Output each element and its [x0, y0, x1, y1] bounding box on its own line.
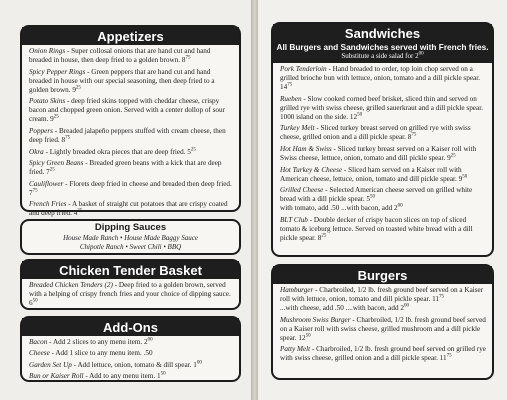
- burgers-list: [273, 284, 492, 364]
- chicken-tender-item: [29, 281, 233, 308]
- item-desc: - Sliced ham served on a Kaiser roll with American cheese, lettuce, onion, tomato and dill pickle spear. 9: [280, 165, 463, 183]
- item-name: Hamburger: [280, 286, 314, 294]
- item-name: Potato Skins: [29, 97, 66, 106]
- addon-item: [29, 349, 233, 358]
- item-price: 25: [49, 167, 55, 173]
- item-price: 25: [77, 208, 83, 214]
- item-desc: - Breaded green beans with a kick that are deep fried. 7: [29, 158, 222, 177]
- sandwiches-header: [273, 24, 492, 63]
- addons-list: [22, 336, 239, 382]
- item-name: Spicy Green Beans: [29, 158, 84, 167]
- item-desc: - Add 2 slices to any menu item. 2: [47, 338, 148, 346]
- chicken-tender-section: [20, 259, 241, 310]
- item-desc: - Florets deep fried in cheese and breaded then deep fried. 7: [29, 179, 232, 197]
- burgers-section: [271, 264, 494, 380]
- item-desc: - Super collosal onions that are hand cut and hand breaded in house, then deep fried to a golden brown. 8: [29, 47, 211, 65]
- appetizers-section: [20, 25, 241, 218]
- item-desc: - Sliced turkey breast served on a Kaiser roll with Swiss cheese, lettuce, onion, tomato and dill pickle spear. 9: [280, 144, 477, 163]
- item-extra: with tomato, add .50 ...with bacon, add 2: [280, 204, 398, 213]
- item-desc: - Add to any menu item. 1: [83, 372, 161, 381]
- item-price: 50: [32, 298, 38, 304]
- item-name: Cheese: [29, 349, 50, 358]
- appetizer-item: [29, 148, 233, 157]
- item-desc: - Add lettuce, onion, tomato & dill spear. 1: [71, 360, 197, 369]
- sandwich-item: [280, 186, 486, 213]
- item-price: 25: [321, 233, 327, 239]
- page-fold: [251, 0, 258, 400]
- item-price: 75: [439, 294, 445, 300]
- sandwich-item: [280, 95, 486, 122]
- chicken-tender-title: Chicken Tender Basket: [22, 261, 239, 279]
- sandwiches-list: [273, 63, 492, 243]
- menu-page-left: [0, 0, 251, 400]
- item-name: Patty Melt: [280, 345, 311, 354]
- item-desc: - Slow cooked corned beef brisket, sliced thin and served on grilled rye with swiss cheese, grilled sauerkraut and a dill pickle spear. 1000 island on the side. 12: [280, 94, 483, 121]
- item-desc: - Green peppers that are hand cut and hand breaded in house with our special seasoning, then deep fried to a golden brown. 9: [29, 67, 215, 94]
- item-name: Breaded Chicken Tenders (2): [29, 281, 113, 289]
- addon-item: [29, 361, 233, 370]
- item-price: 75: [446, 354, 452, 360]
- appetizers-list: [22, 45, 239, 218]
- item-desc: - Breaded jalapeño peppers stuffed with cream cheese, then deep fried. 8: [29, 126, 226, 145]
- item-desc: - deep fried skins topped with cheddar cheese, crispy bacon and chopped green onion. Served with a center dollop of sour cream. 9: [29, 97, 225, 124]
- appetizer-item: [29, 159, 233, 177]
- item-desc: - Charbroiled, 1/2 lb. fresh ground beef served on a Kaiser roll with lettuce, onion, tomato and dill pickle spear. 11: [280, 286, 484, 304]
- item-price: 75: [65, 135, 71, 141]
- burger-item: [280, 345, 486, 363]
- item-name: Rueben: [280, 94, 302, 103]
- sandwiches-substitute-note: Substitute a side salad for $2^{00}$: [341, 51, 424, 60]
- item-name: Onion Rings: [29, 47, 66, 55]
- item-name: Bun or Kaiser Roll: [29, 372, 84, 381]
- item-extra: ...with cheese, add .50 ....with bacon, add 2: [280, 304, 404, 313]
- item-name: Spicy Pepper Rings: [29, 67, 86, 76]
- addons-title: Add-Ons: [22, 318, 239, 336]
- item-desc: - Charbroiled, 1/2 lb. fresh ground beef served on grilled rye with swiss cheese, grilled onion and a dill pickle spear. 11: [280, 345, 486, 363]
- item-desc: - Sliced turkey breast served on grilled rye with swiss cheese, grilled onion and a dill pickle spear. 8: [280, 124, 471, 142]
- sandwiches-title: Sandwiches: [344, 26, 421, 41]
- item-desc: - A basket of straight cut potatoes that are crispy coated and deep fried. 4: [29, 200, 228, 218]
- item-price: 25: [190, 147, 196, 153]
- item-extra-price: 00: [397, 203, 403, 209]
- item-name: Bacon: [29, 338, 48, 346]
- item-price: 50: [370, 194, 376, 200]
- burgers-title: Burgers: [273, 266, 492, 284]
- appetizer-item: [29, 47, 233, 65]
- burger-item: [280, 286, 486, 313]
- burger-item: [280, 316, 486, 343]
- item-desc: - Lightly breaded okra pieces that are deep fried. 5: [43, 147, 191, 156]
- item-desc: - Deep fried to a golden brown, served with a helping of crispy french fries and your choice of dipping sauce. 6: [29, 281, 231, 308]
- item-price: 75: [32, 188, 38, 194]
- addon-item: [29, 372, 233, 381]
- item-name: Cauliflower: [29, 179, 64, 188]
- appetizer-item: [29, 68, 233, 95]
- item-price: 50: [160, 372, 166, 378]
- item-name: Hot Ham & Swiss: [280, 144, 332, 153]
- item-price: 75: [287, 82, 293, 88]
- chicken-tender-list: [22, 279, 239, 308]
- item-name: Garden Set Up: [29, 360, 72, 369]
- item-name: French Fries: [29, 200, 67, 209]
- addon-item: [29, 338, 233, 347]
- dipping-sauces-line: Chipotle Ranch • Sweet Chili • BBQ: [79, 242, 182, 251]
- item-name: Hot Turkey & Cheese: [280, 165, 343, 174]
- sandwich-item: [280, 65, 486, 92]
- sandwiches-subtitle: All Burgers and Sandwiches served with French fries.: [276, 42, 489, 52]
- dipping-sauces-line: House Made Ranch • House Made Baggy Sauce: [63, 234, 198, 242]
- item-desc: - Add 1 slice to any menu item. .50: [49, 349, 153, 358]
- item-desc: - Hand breaded to order, top loin chop served on a grilled brioche bun with lettuce, onion, tomato and a dill pickle spear. 14: [280, 65, 480, 92]
- appetizers-title: Appetizers: [22, 27, 239, 45]
- item-price: 75: [411, 133, 417, 139]
- dipping-sauces-section: [20, 219, 241, 255]
- item-extra-price: 00: [403, 303, 409, 309]
- appetizer-item: [29, 127, 233, 145]
- item-desc: - Double decker of crispy bacon slices on top of sliced tomato & iceburg lettuce. Served on toasted white bread with a dill pickle spear. 8: [280, 215, 473, 242]
- item-price: 50: [462, 174, 468, 180]
- item-price: 25: [75, 85, 81, 91]
- item-desc: - Charbroiled, 1/2 lb. fresh ground beef served on a Kaiser roll with swiss cheese, grilled mushroom and a dill pickle spear. 12: [280, 315, 486, 342]
- item-price: 25: [450, 153, 456, 159]
- sandwich-item: [280, 216, 486, 243]
- item-price: 50: [305, 333, 311, 339]
- item-price: 75: [185, 55, 191, 61]
- dipping-sauces-title: Dipping Sauces: [94, 222, 167, 233]
- sandwich-item: [280, 145, 486, 163]
- item-name: Mushroom Swiss Burger: [280, 315, 351, 324]
- sandwich-item: [280, 124, 486, 142]
- item-price: 50: [357, 112, 363, 118]
- sandwiches-section: [271, 22, 494, 257]
- item-price: 00: [196, 360, 202, 366]
- sandwich-item: [280, 166, 486, 184]
- item-name: Grilled Cheese: [280, 186, 324, 195]
- item-name: Pork Tenderloin: [280, 65, 327, 73]
- appetizer-item: [29, 97, 233, 124]
- item-name: Poppers: [29, 126, 53, 135]
- item-price: 25: [53, 115, 59, 121]
- item-name: Okra: [29, 147, 44, 156]
- item-price: 00: [147, 337, 153, 343]
- appetizer-item: [29, 180, 233, 198]
- appetizer-item: [29, 200, 233, 218]
- addons-section: [20, 316, 241, 382]
- item-name: Turkey Melt: [280, 124, 315, 133]
- item-name: BLT Club: [280, 215, 308, 224]
- menu-page-right: [258, 0, 507, 400]
- item-desc: - Selected American cheese served on grilled white bread with a dill pickle spear. 5: [280, 186, 473, 204]
